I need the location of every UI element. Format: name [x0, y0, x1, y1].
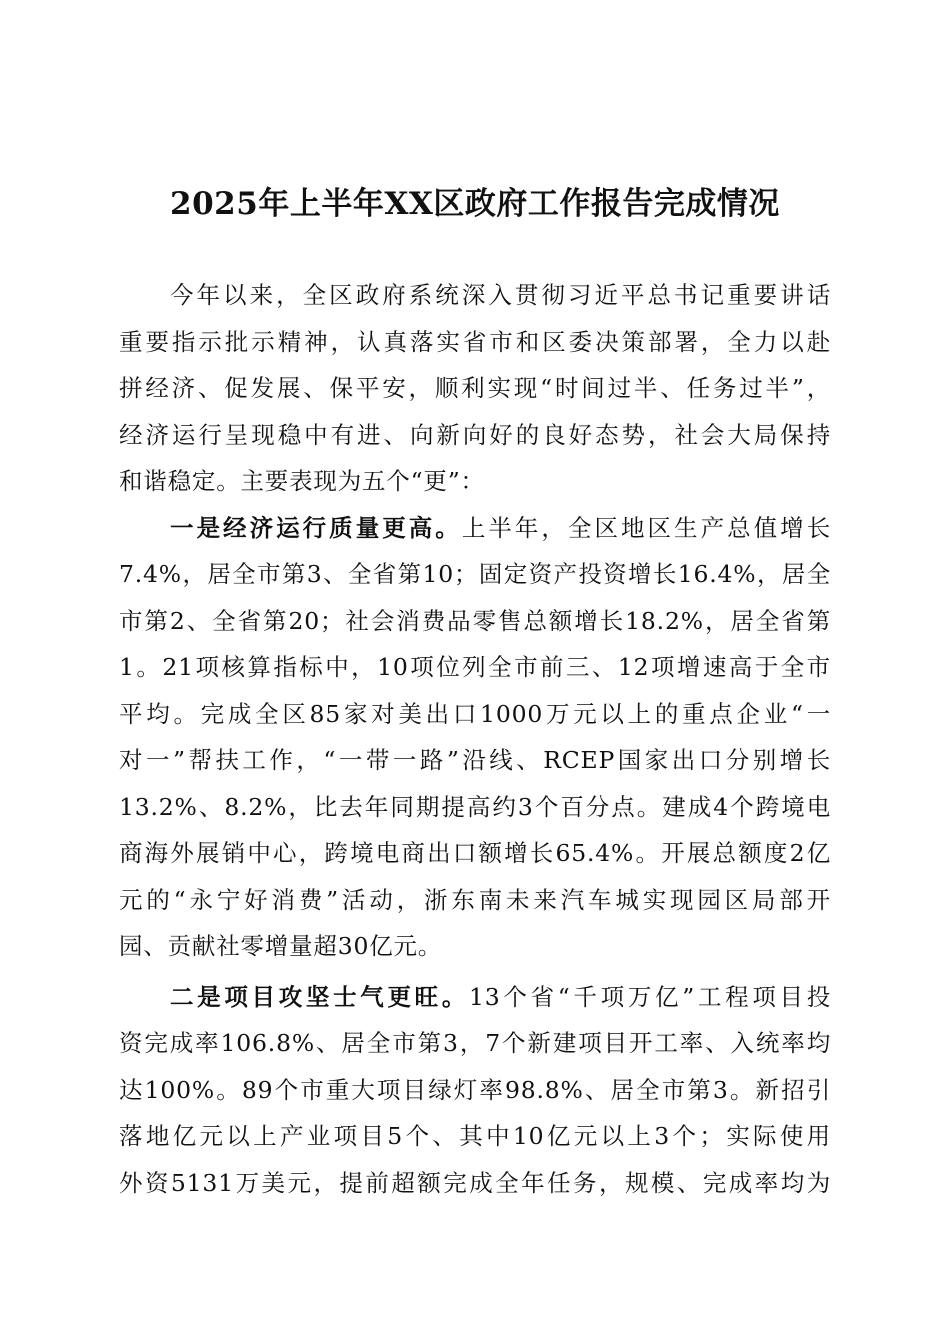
intro-line: 拼经济、促发展、保平安，顺利实现“时间过半、任务过半”， [119, 374, 831, 402]
section2-line: 外资5131万美元，提前超额完成全年任务，规模、完成率均为 [119, 1168, 831, 1197]
section1-first-line-text: 上半年，全区地区生产总值增长 [461, 513, 831, 542]
section1-line: 商海外展销中心，跨境电商出口额增长65.4%。开展总额度2亿 [119, 839, 831, 867]
section2-line: 落地亿元以上产业项目5个、其中10亿元以上3个；实际使用 [119, 1122, 831, 1150]
section2-first-line [119, 974, 831, 1021]
section1-first-line [119, 505, 831, 552]
section1-line: 7.4%，居全市第3、全省第10；固定资产投资增长16.4%，居全 [119, 560, 831, 588]
section2-line: 达100%。89个市重大项目绿灯率98.8%、居全市第3。新招引 [119, 1075, 831, 1104]
section1-line: 平均。完成全区85家对美出口1000万元以上的重点企业“一 [119, 699, 831, 728]
intro-line: 今年以来，全区政府系统深入贯彻习近平总书记重要讲话 [170, 281, 831, 309]
section2-heading: 二是项目攻坚士气更旺。 [170, 982, 470, 1011]
intro-line: 重要指示批示精神，认真落实省市和区委决策部署，全力以赴 [119, 327, 831, 356]
section1-line: 园、贡献社零增量超30亿元。 [119, 932, 443, 960]
section2-line: 资完成率106.8%、居全市第3，7个新建项目开工率、入统率均 [119, 1029, 831, 1057]
section1-line: 元的“永宁好消费”活动，浙东南未来汽车城实现园区局部开 [119, 885, 831, 914]
intro-line: 和谐稳定。主要表现为五个“更”： [119, 467, 485, 495]
section1-heading: 一是经济运行质量更高。 [170, 513, 462, 542]
section1-line: 市第2、全省第20；社会消费品零售总额增长18.2%，居全省第 [119, 606, 831, 635]
document-title: 2025年上半年XX区政府工作报告完成情况 [170, 186, 780, 222]
section1-line: 1。21项核算指标中，10项位列全市前三、12项增速高于全市 [119, 653, 831, 681]
section2-first-line-text: 13个省“千项万亿”工程项目投 [469, 982, 831, 1011]
section1-line: 13.2%、8.2%，比去年同期提高约3个百分点。建成4个跨境电 [119, 792, 831, 821]
document-body [119, 272, 831, 1206]
section1-line: 对一”帮扶工作，“一带一路”沿线、RCEP国家出口分别增长 [119, 746, 831, 774]
intro-line: 经济运行呈现稳中有进、向新向好的良好态势，社会大局保持 [119, 420, 831, 449]
